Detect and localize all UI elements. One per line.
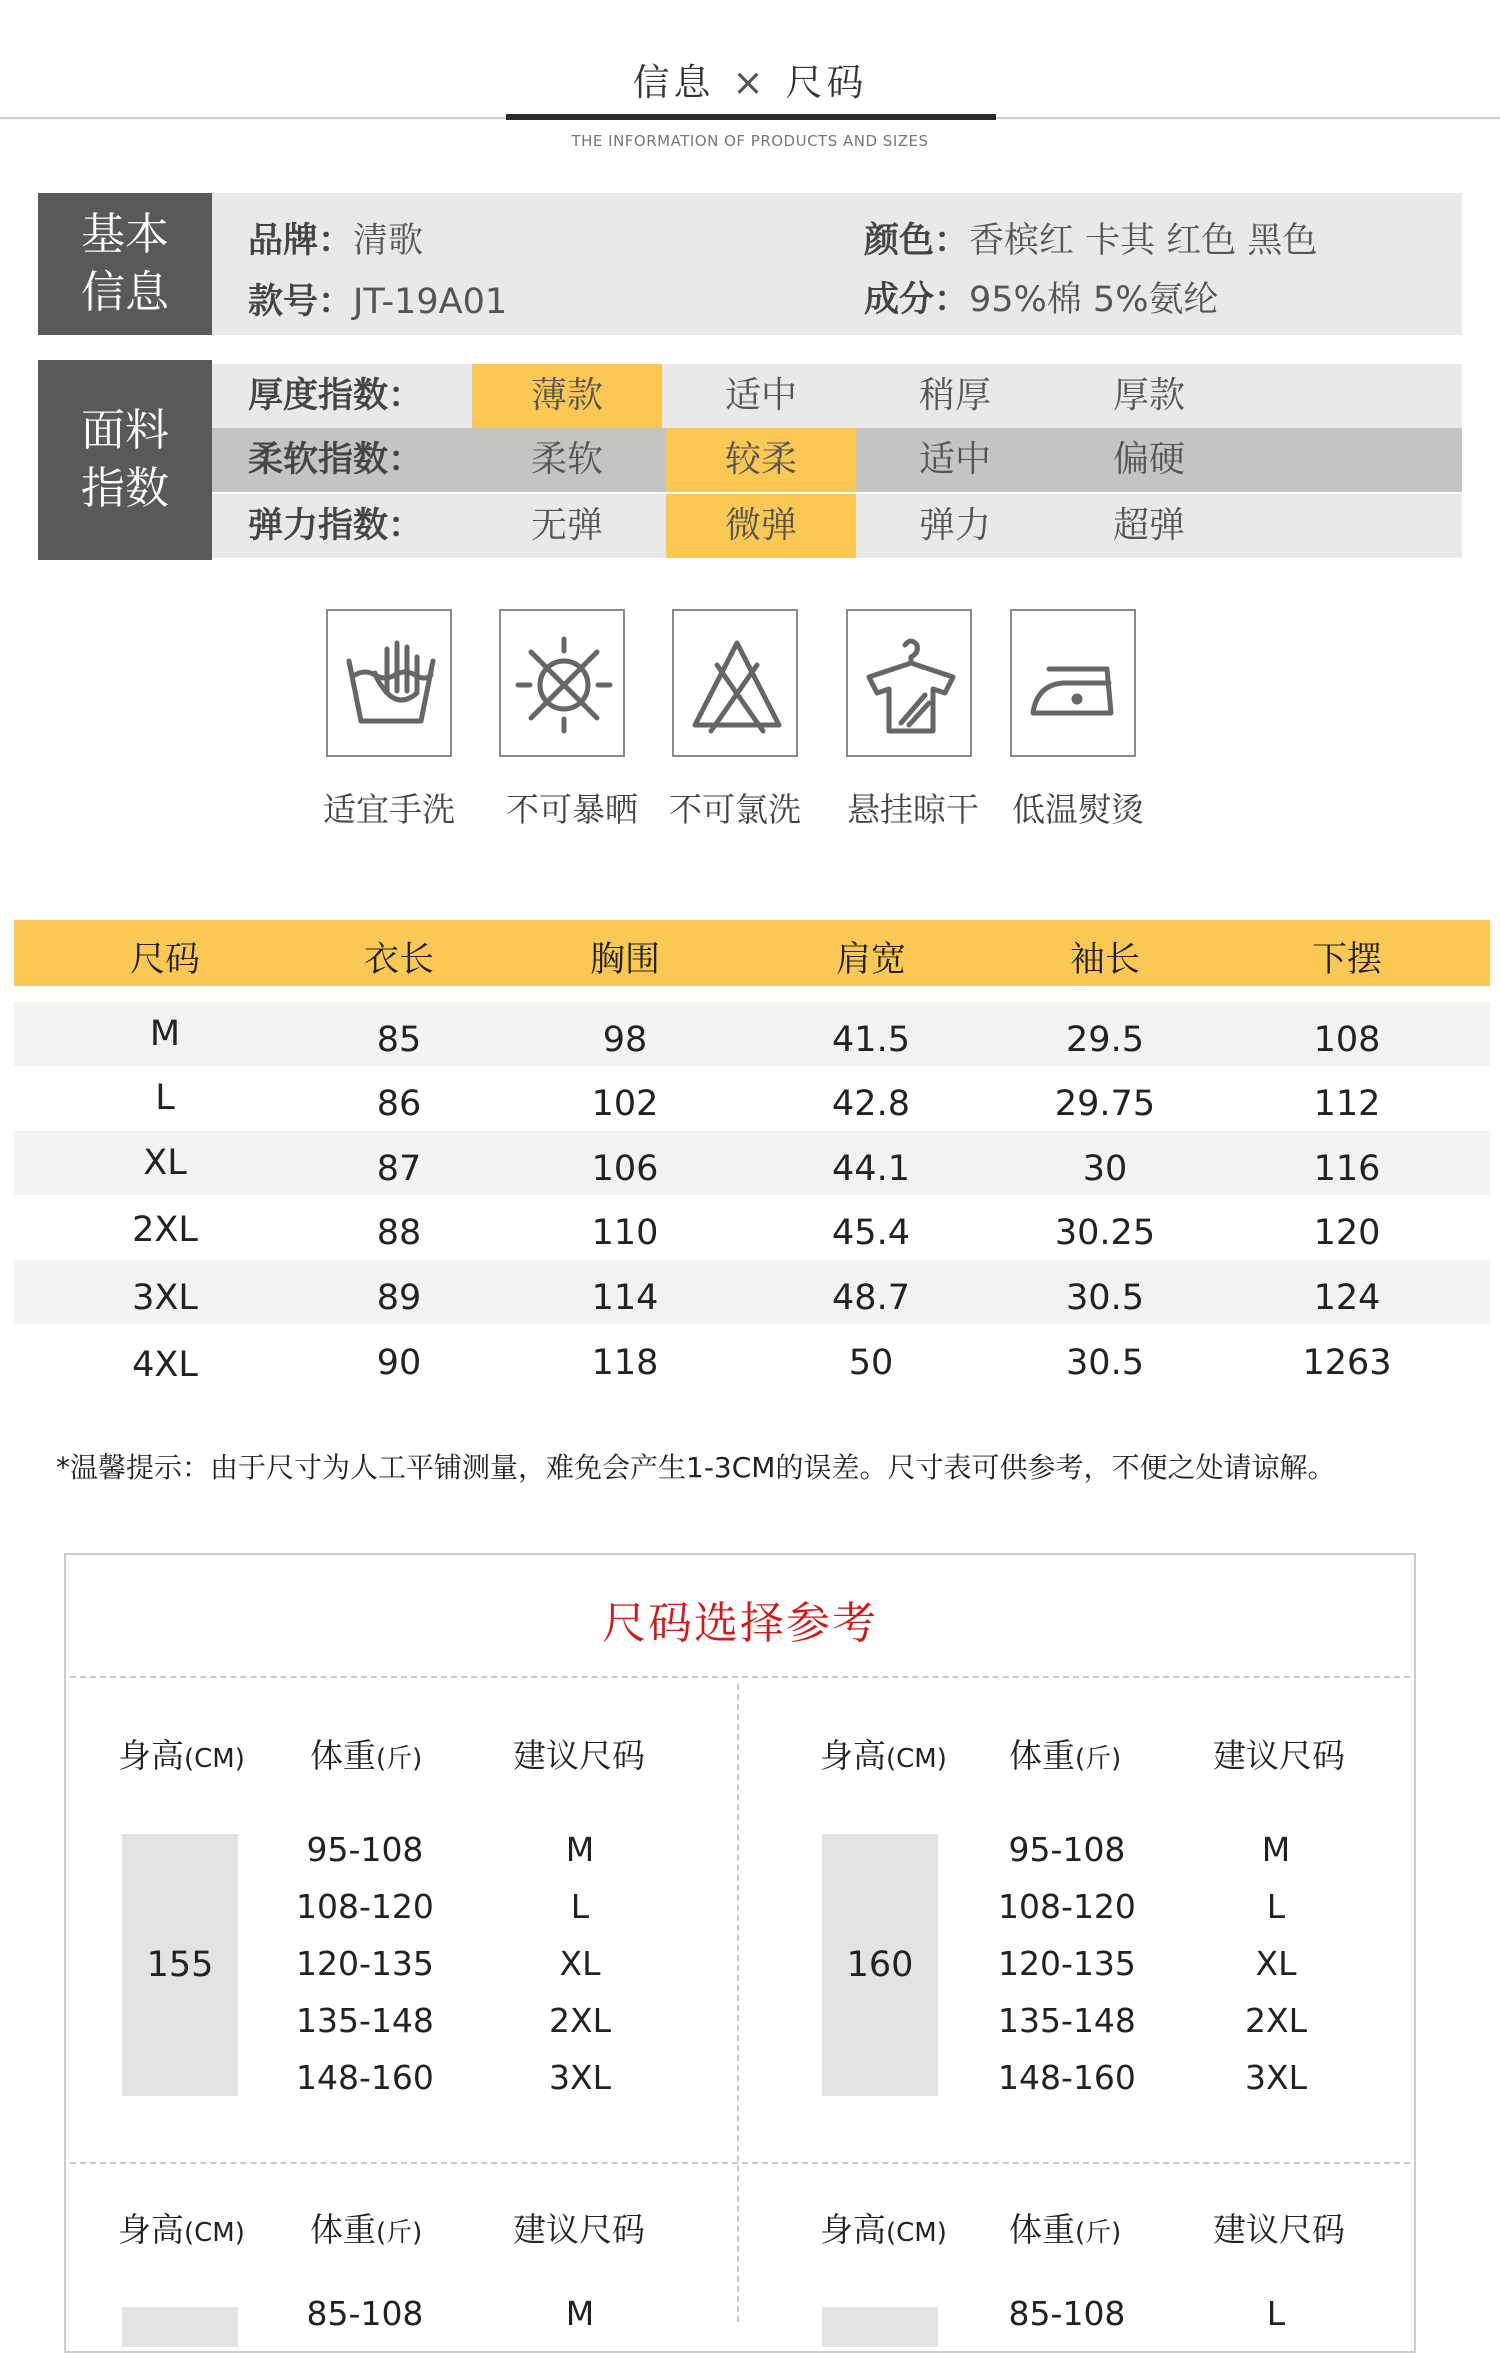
col-sleeve: 袖长 [1069, 940, 1140, 980]
cell-length: 86 [376, 1084, 422, 1124]
elasticity-label: 弹力指数： [248, 506, 424, 546]
size-guide-title: 尺码选择参考 [602, 1598, 878, 1649]
basic-label-line2: 信息 [81, 267, 169, 318]
care-label-hand-wash: 适宜手洗 [323, 790, 455, 829]
no-bleach-icon [687, 635, 787, 735]
page-subtitle: THE INFORMATION OF PRODUCTS AND SIZES [571, 132, 929, 150]
col-hem: 下摆 [1311, 940, 1382, 980]
cell-length: 85 [376, 1020, 422, 1060]
cell-hem: 116 [1313, 1149, 1381, 1189]
guide-weight-range: 85-108 [306, 2294, 424, 2333]
guide-size-value: XL [559, 1944, 601, 1983]
hang-dry-icon [861, 635, 961, 735]
guide-weight-range: 95-108 [1008, 1830, 1126, 1869]
guide-weight-range: 95-108 [306, 1830, 424, 1869]
guide-size-value: M [565, 2294, 595, 2333]
care-label-no-sun: 不可暴晒 [506, 790, 638, 829]
cell-size: 3XL [132, 1278, 198, 1318]
color-value: 香槟红 卡其 红色 黑色 [969, 221, 1318, 261]
guide-size-value: M [1261, 1830, 1291, 1869]
thickness-option-medium: 适中 [724, 375, 797, 416]
care-no-bleach [672, 609, 798, 757]
composition-value: 95%棉 5%氨纶 [969, 280, 1219, 320]
care-hand-wash [326, 609, 452, 757]
guide-header-weight: 体重(斤) [1009, 1736, 1122, 1775]
cell-length: 89 [376, 1278, 422, 1318]
cell-sleeve: 30.5 [1066, 1278, 1144, 1318]
fabric-label-line2: 指数 [81, 463, 169, 514]
cell-bust: 110 [591, 1213, 659, 1253]
guide-header-weight: 体重(斤) [1009, 2210, 1122, 2249]
cell-shoulder: 44.1 [832, 1149, 910, 1189]
elasticity-option-elastic: 弹力 [918, 505, 991, 546]
model-info [248, 274, 507, 324]
cell-bust: 118 [591, 1343, 659, 1383]
size-table-header [14, 920, 1490, 986]
table-row [14, 1195, 1490, 1259]
composition-label: 成分： [864, 280, 970, 320]
basic-label-line1: 基本 [81, 209, 169, 260]
title-size: 尺码 [785, 61, 868, 104]
guide-header-weight: 体重(斤) [310, 1736, 423, 1775]
guide-header-size: 建议尺码 [1213, 1736, 1345, 1775]
guide-weight-range: 135-148 [296, 2001, 434, 2040]
guide-weight-range: 108-120 [296, 1887, 434, 1926]
cell-bust: 114 [591, 1278, 659, 1318]
col-size: 尺码 [129, 940, 200, 980]
cell-hem: 1263 [1302, 1343, 1392, 1383]
cell-bust: 102 [591, 1084, 659, 1124]
brand-label: 品牌： [248, 221, 354, 261]
guide-weight-range: 148-160 [998, 2058, 1136, 2097]
elasticity-option-super: 超弹 [1112, 505, 1185, 546]
model-label: 款号： [248, 282, 354, 322]
softness-row [212, 428, 1462, 492]
cell-shoulder: 41.5 [832, 1020, 910, 1060]
guide-header-size: 建议尺码 [513, 2210, 645, 2249]
model-value: JT-19A01 [353, 282, 508, 322]
cell-size: 2XL [132, 1210, 198, 1250]
cell-sleeve: 29.5 [1066, 1020, 1144, 1060]
care-label-no-bleach: 不可氯洗 [669, 790, 801, 829]
color-info [864, 213, 1317, 263]
cell-size: XL [143, 1143, 187, 1183]
care-label-low-iron: 低温熨烫 [1012, 790, 1144, 829]
table-row [14, 1325, 1490, 1389]
brand-value: 清歌 [353, 221, 424, 261]
cell-sleeve: 29.75 [1054, 1084, 1156, 1124]
col-bust: 胸围 [589, 940, 660, 980]
thickness-label: 厚度指数： [248, 376, 424, 416]
cell-hem: 112 [1313, 1084, 1381, 1124]
cell-size: L [155, 1078, 175, 1118]
col-length: 衣长 [363, 940, 434, 980]
cell-length: 90 [376, 1343, 422, 1383]
col-shoulder: 肩宽 [835, 940, 906, 980]
guide-size-value: L [1266, 1887, 1286, 1926]
thickness-option-slightly-thick: 稍厚 [918, 375, 991, 416]
header-divider-accent [506, 114, 996, 120]
cell-sleeve: 30.5 [1066, 1343, 1144, 1383]
guide-height-value: 160 [822, 1834, 938, 2096]
softness-label: 柔软指数： [248, 440, 424, 480]
low-iron-icon [1025, 635, 1125, 735]
cell-size: 4XL [132, 1345, 198, 1385]
guide-divider-vertical [737, 1684, 739, 2322]
guide-size-value: 3XL [1245, 2058, 1307, 2097]
fabric-index-label [38, 360, 212, 560]
cell-bust: 98 [602, 1020, 648, 1060]
guide-size-value: 3XL [549, 2058, 611, 2097]
guide-weight-range: 135-148 [998, 2001, 1136, 2040]
guide-height-value [822, 2307, 938, 2347]
care-no-sun [499, 609, 625, 757]
hand-wash-icon [341, 635, 441, 735]
softness-option-fairly-soft: 较柔 [666, 428, 856, 492]
title-separator: × [732, 61, 768, 104]
softness-option-hard: 偏硬 [1112, 439, 1185, 480]
cell-hem: 124 [1313, 1278, 1381, 1318]
guide-divider-top [70, 1676, 1410, 1678]
cell-sleeve: 30.25 [1054, 1213, 1156, 1253]
cell-hem: 108 [1313, 1020, 1381, 1060]
guide-weight-range: 120-135 [998, 1944, 1136, 1983]
cell-bust: 106 [591, 1149, 659, 1189]
guide-divider-middle [70, 2162, 1410, 2164]
measurement-note: *温馨提示：由于尺寸为人工平铺测量，难免会产生1-3CM的误差。尺寸表可供参考，不便之处请谅解。 [56, 1451, 1336, 1484]
color-label: 颜色： [864, 221, 970, 261]
brand-info [248, 213, 423, 263]
guide-header-weight: 体重(斤) [310, 2210, 423, 2249]
composition-info [864, 272, 1218, 322]
cell-length: 87 [376, 1149, 422, 1189]
elasticity-option-slight: 微弹 [666, 494, 856, 558]
care-label-hang-dry: 悬挂晾干 [847, 790, 979, 829]
table-row [14, 1066, 1490, 1130]
guide-height-value: 155 [122, 1834, 238, 2096]
cell-shoulder: 42.8 [832, 1084, 910, 1124]
cell-length: 88 [376, 1213, 422, 1253]
guide-size-value: M [565, 1830, 595, 1869]
thickness-option-thick: 厚款 [1112, 375, 1185, 416]
cell-sleeve: 30 [1082, 1149, 1128, 1189]
guide-weight-range: 85-108 [1008, 2294, 1126, 2333]
cell-shoulder: 45.4 [832, 1213, 910, 1253]
guide-header-size: 建议尺码 [513, 1736, 645, 1775]
cell-shoulder: 50 [848, 1343, 894, 1383]
basic-info-label [38, 193, 212, 335]
guide-weight-range: 108-120 [998, 1887, 1136, 1926]
guide-height-value [122, 2307, 238, 2347]
cell-hem: 120 [1313, 1213, 1381, 1253]
table-row [14, 1131, 1490, 1195]
cell-shoulder: 48.7 [832, 1278, 910, 1318]
guide-size-value: L [570, 1887, 590, 1926]
fabric-label-line1: 面料 [81, 405, 169, 456]
guide-size-value: 2XL [549, 2001, 611, 2040]
guide-header-height: 身高(CM) [118, 2210, 245, 2249]
page-title [0, 52, 1500, 106]
softness-option-medium: 适中 [918, 439, 991, 480]
guide-header-height: 身高(CM) [118, 1736, 245, 1775]
elasticity-option-none: 无弹 [530, 505, 603, 546]
softness-option-soft: 柔软 [530, 439, 603, 480]
guide-weight-range: 148-160 [296, 2058, 434, 2097]
guide-size-value: L [1266, 2294, 1286, 2333]
guide-size-value: 2XL [1245, 2001, 1307, 2040]
thickness-row [212, 364, 1462, 428]
table-row [14, 1260, 1490, 1324]
thickness-option-thin: 薄款 [472, 364, 662, 428]
cell-size: M [149, 1014, 181, 1054]
care-hang-dry [846, 609, 972, 757]
no-sun-dry-icon [514, 635, 614, 735]
guide-weight-range: 120-135 [296, 1944, 434, 1983]
care-low-iron [1010, 609, 1136, 757]
guide-header-height: 身高(CM) [820, 2210, 947, 2249]
title-info: 信息 [632, 61, 715, 104]
elasticity-row [212, 494, 1462, 558]
guide-header-size: 建议尺码 [1213, 2210, 1345, 2249]
guide-size-value: XL [1255, 1944, 1297, 1983]
guide-header-height: 身高(CM) [820, 1736, 947, 1775]
table-row [14, 1002, 1490, 1066]
